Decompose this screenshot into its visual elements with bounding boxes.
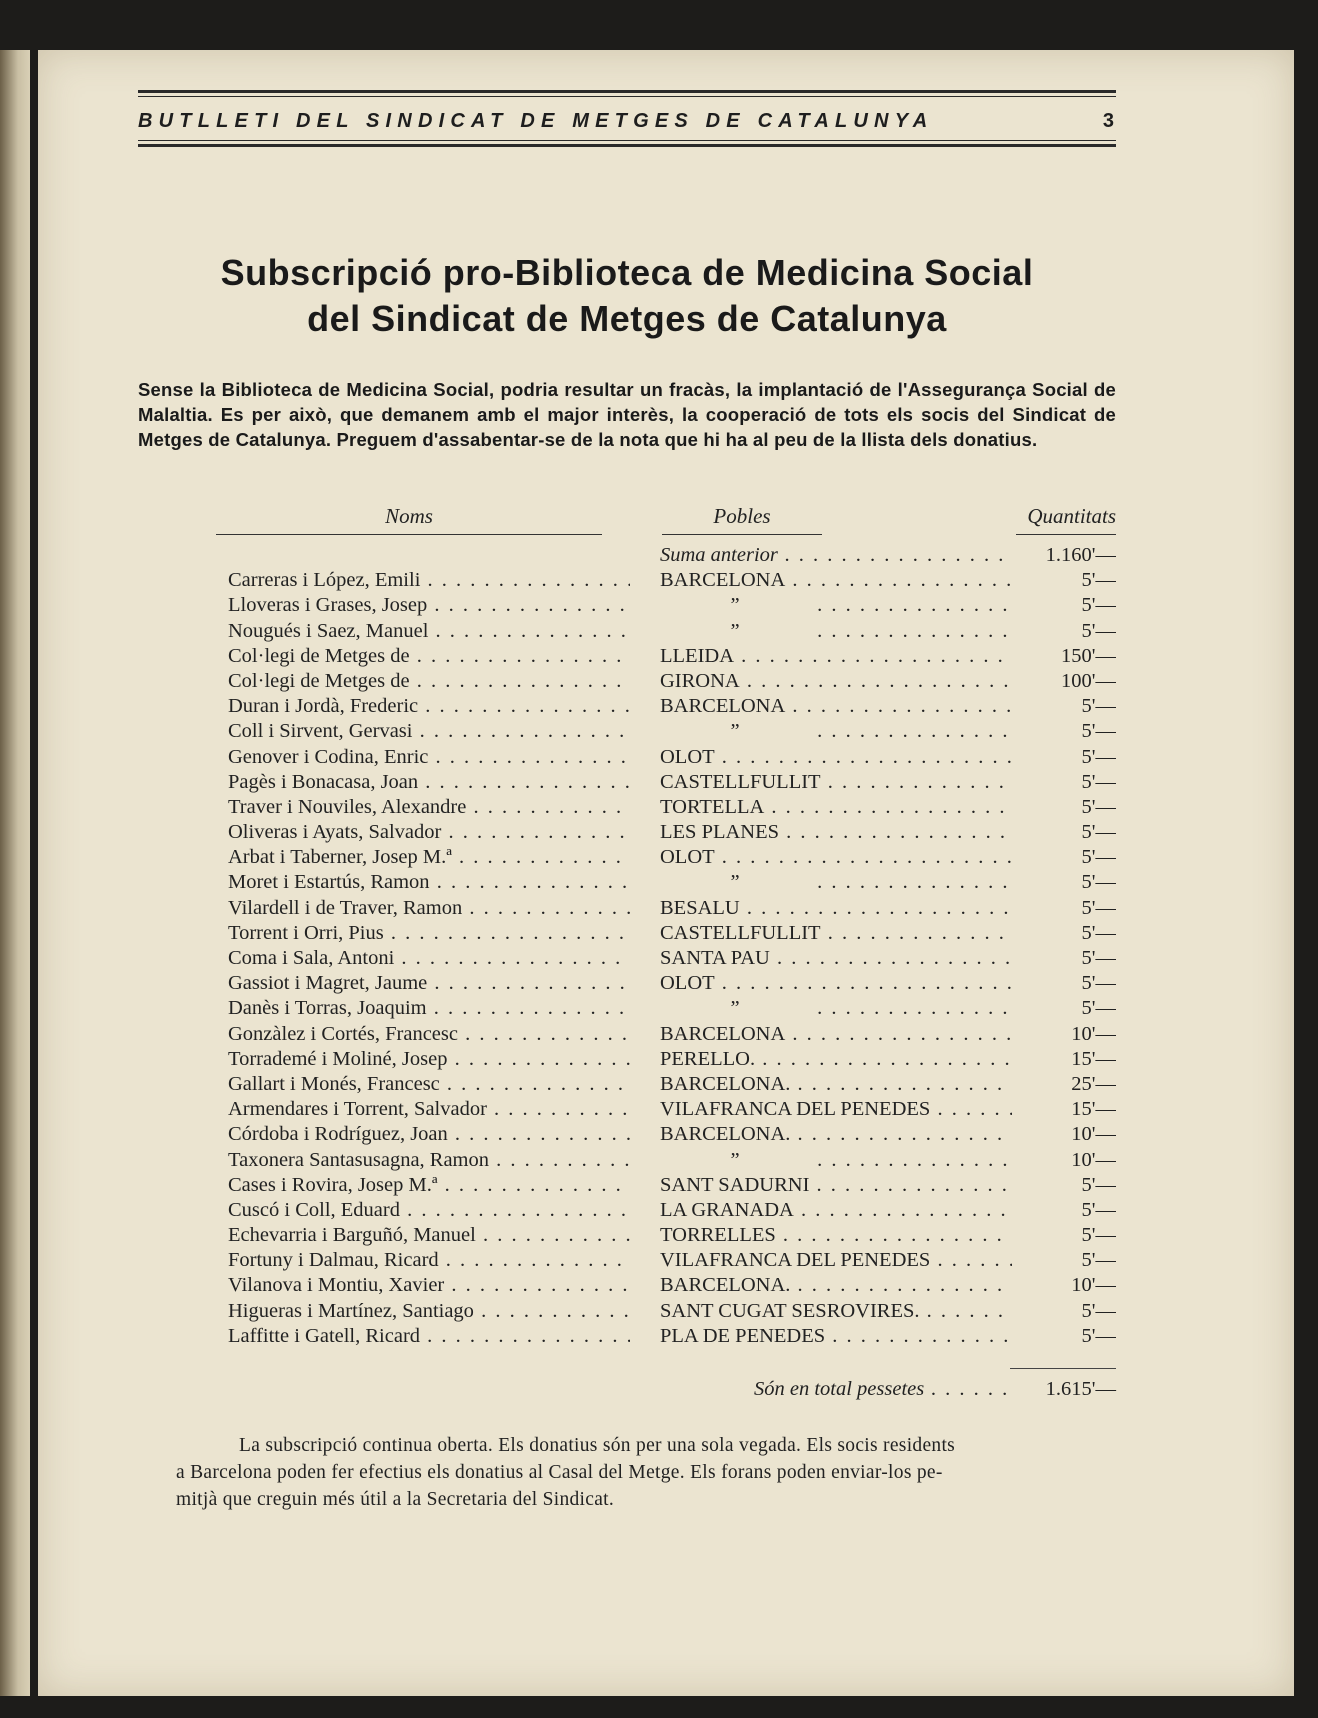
donor-name: Taxonera Santasusagna, Ramon . . . (228, 1148, 630, 1173)
donor-name: Vilardell i de Traver, Ramon . . . (228, 896, 630, 921)
donor-name: Genover i Codina, Enric . . . (228, 745, 630, 770)
table-row (0, 669, 1318, 694)
donor-name: Moret i Estartús, Ramon . . . (228, 870, 630, 895)
donor-town: BARCELONA. . . . (660, 1122, 1012, 1147)
donor-name: Lloveras i Grases, Josep . . . (228, 593, 630, 618)
previous-sum-row (0, 543, 1318, 568)
table-row (0, 996, 1318, 1021)
donor-name: Cases i Rovira, Josep M.ª . . . (228, 1173, 630, 1198)
donor-town: BARCELONA. . . . (660, 1072, 1012, 1097)
column-header-amounts: Quantitats (1016, 504, 1116, 535)
table-row (0, 644, 1318, 669)
donation-amount: 5'— (1081, 770, 1116, 793)
donation-amount: 5'— (1081, 821, 1116, 844)
donor-name: Col·legi de Metges de . . . (228, 669, 630, 694)
page-number: 3 (1102, 109, 1114, 132)
table-row (0, 946, 1318, 971)
donor-name: Coll i Sirvent, Gervasi . . . (228, 719, 630, 744)
table-row (0, 896, 1318, 921)
total-label: Són en total pessetes . . . (754, 1378, 1012, 1401)
donations-list (0, 543, 1318, 1349)
donor-town: LLEIDA . . . (660, 644, 1012, 669)
donor-town: BARCELONA . . . (660, 694, 1012, 719)
donor-town: TORRELLES . . . (660, 1223, 1012, 1248)
donation-amount: 5'— (1081, 695, 1116, 718)
donor-name: Danès i Torras, Joaquim . . . (228, 996, 630, 1021)
footnote-line-2: a Barcelona poden fer efectius els donatius al Casal del Metge. Els forans poden enviar-los pe- (176, 1462, 943, 1483)
donor-name: Oliveras i Ayats, Salvador . . . (228, 820, 630, 845)
previous-sum-amount: 1.160'— (1045, 544, 1116, 566)
table-row (0, 1223, 1318, 1248)
donation-amount: 5'— (1081, 947, 1116, 969)
donor-name: Pagès i Bonacasa, Joan . . . (228, 770, 630, 795)
donor-name: Torrademé i Moliné, Josep . . . (228, 1047, 630, 1072)
donation-amount: 150'— (1061, 644, 1116, 667)
donation-amount: 5'— (1081, 896, 1116, 919)
column-header-towns: Pobles (662, 504, 822, 535)
donation-amount: 5'— (1081, 1198, 1116, 1221)
table-row (0, 971, 1318, 996)
table-row (0, 820, 1318, 845)
donor-name: Echevarria i Barguñó, Manuel . . . (228, 1223, 630, 1248)
donor-town: GIRONA . . . (660, 669, 1012, 694)
table-row (0, 770, 1318, 795)
table-row (0, 795, 1318, 820)
table-row (0, 694, 1318, 719)
table-row (0, 593, 1318, 618)
donor-name: Gonzàlez i Cortés, Francesc . . . (228, 1022, 630, 1047)
donor-town: ” . . . (660, 719, 1012, 744)
table-row (0, 1248, 1318, 1273)
donor-town: ” . . . (660, 996, 1012, 1021)
donor-town: ” . . . (660, 593, 1012, 618)
donation-amount: 15'— (1071, 1098, 1116, 1121)
donation-amount: 10'— (1071, 1274, 1116, 1297)
donation-amount: 10'— (1071, 1123, 1116, 1146)
donor-name: Higueras i Martínez, Santiago . . . (228, 1299, 630, 1324)
donor-town: TORTELLA . . . (660, 795, 1012, 820)
donation-amount: 5'— (1081, 1173, 1116, 1196)
table-row (0, 1072, 1318, 1097)
donor-name: Col·legi de Metges de . . . (228, 644, 630, 669)
article-title (138, 250, 1116, 342)
table-row (0, 1047, 1318, 1072)
table-row (0, 1299, 1318, 1324)
donor-name: Nougués i Saez, Manuel . . . (228, 619, 630, 644)
donor-name: Armendares i Torrent, Salvador . . . (228, 1097, 630, 1122)
intro-paragraph: Sense la Biblioteca de Medicina Social, podria resultar un fracàs, la implantació de l'Assegurança Social de Malaltia. Es per això, que demanem amb el major interès, la cooperació de tots els socis del Sindicat de Metges de Catalunya. Preguem d'assabentar-se de la nota que hi ha al peu de la llista dels donatius. (138, 379, 1116, 450)
donation-amount: 25'— (1071, 1072, 1116, 1095)
table-row (0, 568, 1318, 593)
donation-amount: 5'— (1081, 1249, 1116, 1272)
donor-town: SANT SADURNI . . . (660, 1173, 1012, 1198)
donation-amount: 5'— (1081, 1224, 1116, 1247)
donor-town: LES PLANES . . . (660, 820, 1012, 845)
donation-amount: 5'— (1081, 871, 1116, 894)
donor-town: SANTA PAU . . . (660, 946, 1012, 971)
table-row (0, 870, 1318, 895)
footnote-paragraph (176, 1432, 1122, 1513)
title-line-2: del Sindicat de Metges de Catalunya (307, 298, 947, 339)
donor-name: Laffitte i Gatell, Ricard . . . (228, 1324, 630, 1349)
donor-name: Arbat i Taberner, Josep M.ª . . . (228, 845, 630, 870)
table-row (0, 745, 1318, 770)
running-head (138, 107, 1116, 135)
donor-name: Traver i Nouviles, Alexandre . . . (228, 795, 630, 820)
footnote-line-1: La subscripció continua oberta. Els donatius són per una sola vegada. Els socis residents (239, 1435, 956, 1456)
donor-town: PERELLO. . . . (660, 1047, 1012, 1072)
donation-amount: 5'— (1081, 594, 1116, 617)
donor-name: Gassiot i Magret, Jaume . . . (228, 971, 630, 996)
donor-town: BESALU . . . (660, 896, 1012, 921)
donor-town: VILAFRANCA DEL PENEDES . . . (660, 1097, 1012, 1122)
total-amount: 1.615'— (1045, 1378, 1116, 1400)
donor-name: Torrent i Orri, Pius . . . (228, 921, 630, 946)
total-row (0, 1378, 1318, 1406)
donor-town: OLOT . . . (660, 971, 1012, 996)
donation-amount: 15'— (1071, 1047, 1116, 1070)
table-row (0, 1198, 1318, 1223)
table-row (0, 1148, 1318, 1173)
donation-amount: 5'— (1081, 1324, 1116, 1347)
donation-amount: 5'— (1081, 569, 1116, 592)
donation-amount: 10'— (1071, 1148, 1116, 1171)
donor-name: Cuscó i Coll, Eduard . . . (228, 1198, 630, 1223)
donor-town: SANT CUGAT SESROVIRES. . . . (660, 1299, 1012, 1324)
header-rule-bottom (138, 140, 1116, 147)
running-title: BUTLLETI DEL SINDICAT DE METGES DE CATALUNYA (138, 109, 934, 132)
column-header-names: Noms (216, 504, 602, 535)
donation-amount: 5'— (1081, 997, 1116, 1020)
donation-amount: 10'— (1071, 1022, 1116, 1045)
donor-name: Fortuny i Dalmau, Ricard . . . (228, 1248, 630, 1273)
donor-town: CASTELLFULLIT . . . (660, 921, 1012, 946)
donation-amount: 100'— (1061, 669, 1116, 692)
table-row (0, 1097, 1318, 1122)
table-row (0, 1122, 1318, 1147)
donor-town: VILAFRANCA DEL PENEDES . . . (660, 1248, 1012, 1273)
previous-sum-label: Suma anterior . . . (660, 543, 1012, 568)
table-row (0, 1173, 1318, 1198)
donor-town: LA GRANADA . . . (660, 1198, 1012, 1223)
donor-town: BARCELONA . . . (660, 1022, 1012, 1047)
footnote-line-3: mitjà que creguin més útil a la Secretaria del Sindicat. (176, 1489, 615, 1510)
donor-town: BARCELONA . . . (660, 568, 1012, 593)
donor-town: ” . . . (660, 619, 1012, 644)
donor-name: Vilanova i Montiu, Xavier . . . (228, 1273, 630, 1298)
donor-name: Gallart i Monés, Francesc . . . (228, 1072, 630, 1097)
donation-amount: 5'— (1081, 795, 1116, 818)
table-row (0, 1022, 1318, 1047)
donation-amount: 5'— (1081, 619, 1116, 642)
donation-amount: 5'— (1081, 1299, 1116, 1322)
table-row (0, 1273, 1318, 1298)
donor-name: Coma i Sala, Antoni . . . (228, 946, 630, 971)
donor-name: Carreras i López, Emili . . . (228, 568, 630, 593)
table-row (0, 845, 1318, 870)
donation-amount: 5'— (1081, 846, 1116, 869)
header-rule-top (138, 90, 1116, 97)
title-line-1: Subscripció pro-Biblioteca de Medicina Social (220, 252, 1034, 293)
donor-name: Córdoba i Rodríguez, Joan . . . (228, 1122, 630, 1147)
donor-town: ” . . . (660, 870, 1012, 895)
donor-town: ” . . . (660, 1148, 1012, 1173)
donor-town: OLOT . . . (660, 745, 1012, 770)
donor-town: CASTELLFULLIT . . . (660, 770, 1012, 795)
donor-town: BARCELONA. . . . (660, 1273, 1012, 1298)
table-row (0, 1324, 1318, 1349)
donor-name: Duran i Jordà, Frederic . . . (228, 694, 630, 719)
donor-town: PLA DE PENEDES . . . (660, 1324, 1012, 1349)
total-rule (1010, 1368, 1116, 1369)
donor-town: OLOT . . . (660, 845, 1012, 870)
donation-amount: 5'— (1081, 972, 1116, 995)
donation-amount: 5'— (1081, 745, 1116, 768)
table-row (0, 719, 1318, 744)
donation-amount: 5'— (1081, 720, 1116, 743)
table-row (0, 921, 1318, 946)
donation-amount: 5'— (1081, 921, 1116, 944)
table-row (0, 619, 1318, 644)
